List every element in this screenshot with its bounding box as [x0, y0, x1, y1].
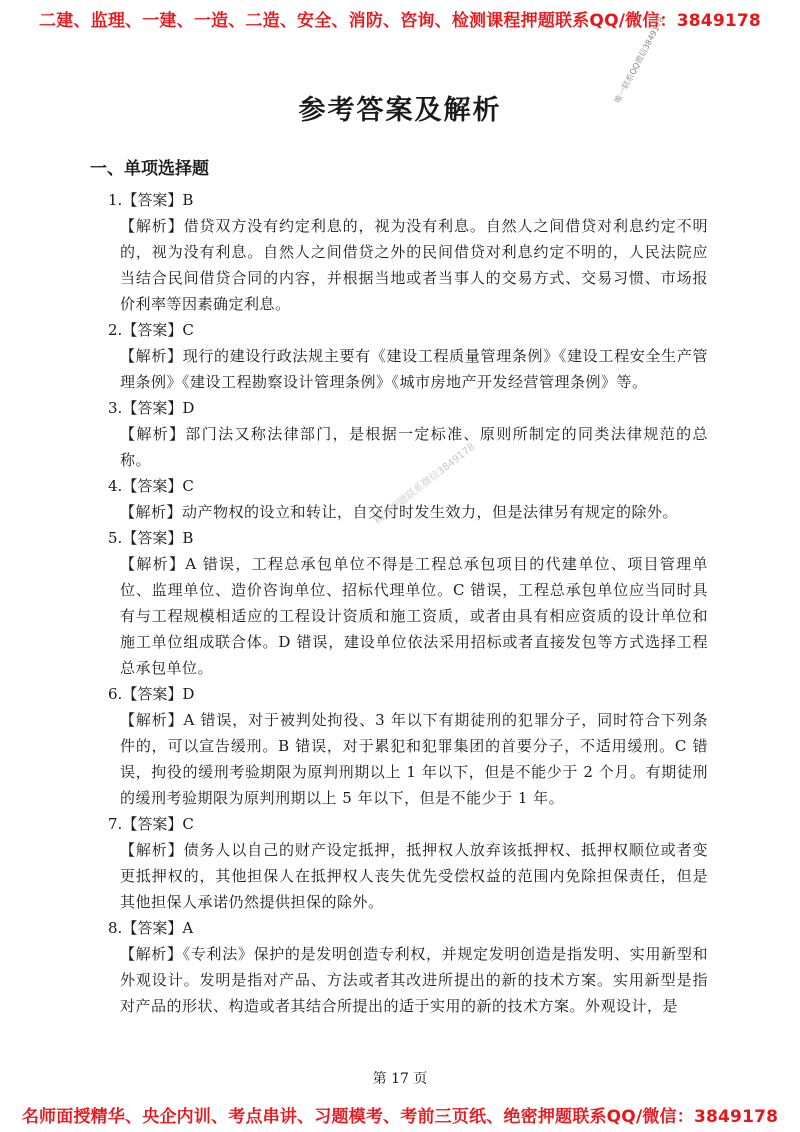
analysis-text: 【解析】债务人以自己的财产设定抵押，抵押权人放弃该抵押权、抵押权顺位或者变更抵押权的，其他担保人在抵押权人丧失优先受偿权益的范围内免除担保责任，但是其他担保人承诺仍然提供担保的除外。 — [120, 841, 708, 911]
answer-line — [108, 187, 708, 213]
answer-key: 【答案】D — [122, 399, 195, 417]
analysis-text: 【解析】《专利法》保护的是发明创造专利权，并规定发明创造是指发明、实用新型和外观设计。发明是指对产品、方法或者其改进所提出的新的技术方案。实用新型是指对产品的形状、构造或者其结合所提出的适于实用的新的技术方案。外观设计，是 — [120, 945, 708, 1015]
analysis-text: 【解析】部门法又称法律部门，是根据一定标准、原则所制定的同类法律规范的总称。 — [120, 425, 708, 469]
center-watermark: 精选押题联系微信3849178 — [372, 441, 478, 527]
analysis-text: 【解析】借贷双方没有约定利息的，视为没有利息。自然人之间借贷对利息约定不明的，视为没有利息。自然人之间借贷之外的民间借贷对利息约定不明的，人民法院应当结合民间借贷合同的内容，并根据当地或者当事人的交易方式、交易习惯、市场报价利率等因素确定利息。 — [120, 217, 708, 313]
answer-key: 【答案】C — [122, 815, 194, 833]
answer-item-6 — [108, 681, 708, 811]
analysis-text: 【解析】A 错误，工程总承包单位不得是工程总承包项目的代建单位、项目管理单位、监理单位、造价咨询单位、招标代理单位。C 错误，工程总承包单位应当同时具有与工程规模相适应的工程设计资质和施工资质，或者由具有相应资质的设计单位和施工单位组成联合体。D 错误，建设单位依法采用招标或者直接发包等方式选择工程总承包单位。 — [120, 555, 708, 677]
answer-line — [108, 811, 708, 837]
answer-key: 【答案】A — [122, 919, 194, 937]
item-number: 1. — [108, 191, 123, 209]
answer-key: 【答案】C — [122, 321, 194, 339]
item-number: 7. — [108, 815, 123, 833]
item-number: 5. — [108, 529, 123, 547]
answer-item-2 — [108, 317, 708, 395]
section-heading: 一、单项选择题 — [90, 159, 209, 179]
answer-line — [108, 395, 708, 421]
item-number: 2. — [108, 321, 123, 339]
answer-key: 【答案】B — [122, 191, 194, 209]
item-number: 6. — [108, 685, 123, 703]
corner-watermark: 唯一联系QQ微信3849178 — [612, 15, 667, 105]
answer-key: 【答案】B — [122, 529, 194, 547]
answer-line — [108, 317, 708, 343]
answer-item-1 — [108, 187, 708, 317]
answer-item-5 — [108, 525, 708, 681]
item-number: 4. — [108, 477, 123, 495]
page-number: 第 17 页 — [372, 1071, 428, 1087]
answer-list — [108, 187, 708, 1019]
footer-promo-banner: 名师面授精华、央企内训、考点串讲、习题模考、考前三页纸、绝密押题联系QQ/微信：3849178 — [21, 1107, 779, 1127]
header-promo-banner: 二建、监理、一建、一造、二造、安全、消防、咨询、检测课程押题联系QQ/微信：3849178 — [39, 11, 761, 31]
answer-key: 【答案】D — [122, 685, 195, 703]
item-number: 8. — [108, 919, 123, 937]
answer-item-8 — [108, 915, 708, 1019]
analysis-text: 【解析】动产物权的设立和转让，自交付时发生效力，但是法律另有规定的除外。 — [120, 503, 679, 521]
answer-line — [108, 525, 708, 551]
answer-item-3 — [108, 395, 708, 473]
answer-line — [108, 915, 708, 941]
page-title: 参考答案及解析 — [298, 95, 502, 126]
item-number: 3. — [108, 399, 123, 417]
answer-key: 【答案】C — [122, 477, 194, 495]
analysis-text: 【解析】A 错误，对于被判处拘役、3 年以下有期徒刑的犯罪分子，同时符合下列条件的，可以宣告缓刑。B 错误，对于累犯和犯罪集团的首要分子，不适用缓刑。C 错误，拘役的缓刑考验期限为原判刑期以上 1 年以下，但是不能少于 2 个月。有期徒刑的缓刑考验期限为原判刑期以上 5 年以下，但是不能少于 1 年。 — [120, 711, 708, 807]
answer-line — [108, 681, 708, 707]
answer-item-7 — [108, 811, 708, 915]
analysis-text: 【解析】现行的建设行政法规主要有《建设工程质量管理条例》《建设工程安全生产管理条例》《建设工程勘察设计管理条例》《城市房地产开发经营管理条例》等。 — [120, 347, 708, 391]
